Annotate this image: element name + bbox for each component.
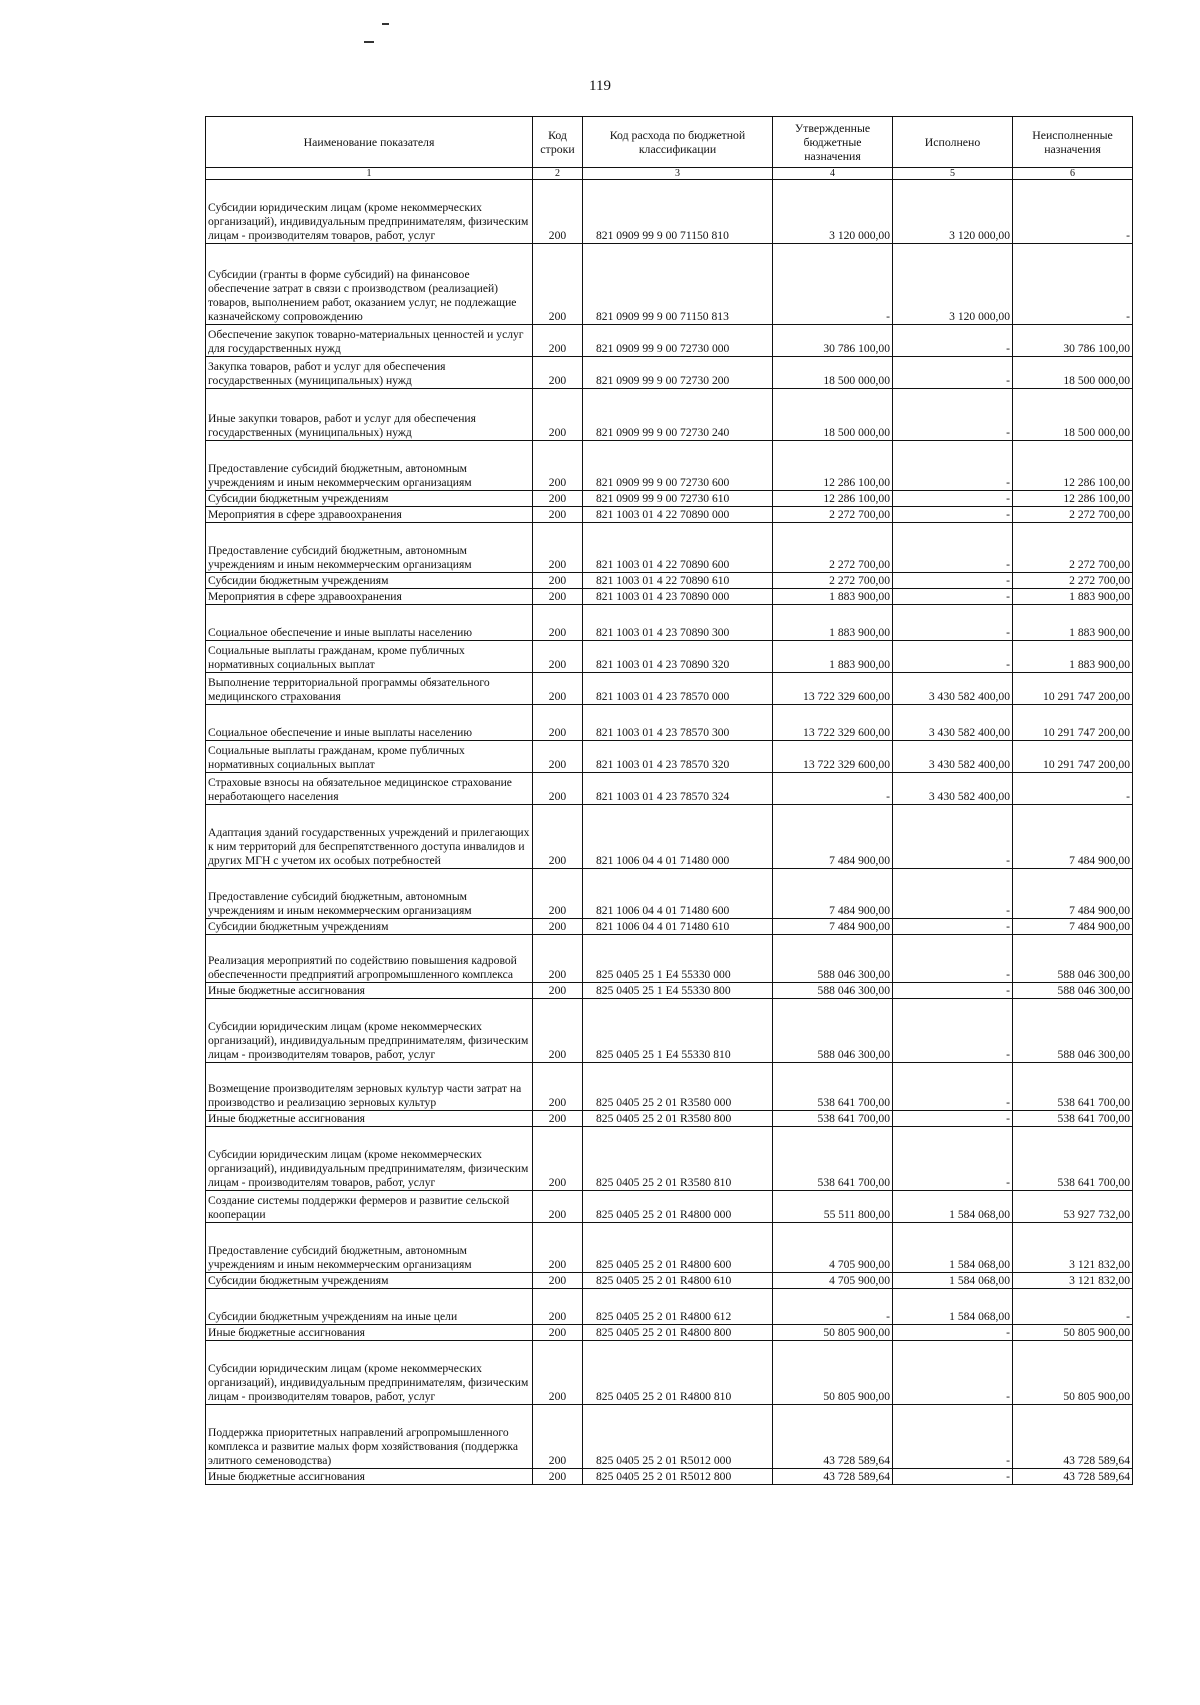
row-line-code: 200 — [533, 805, 583, 869]
table-row — [206, 935, 1133, 983]
row-executed: - — [893, 935, 1013, 983]
row-unexecuted: 538 641 700,00 — [1013, 1063, 1133, 1111]
row-unexecuted: 12 286 100,00 — [1013, 491, 1133, 507]
scan-marks — [360, 20, 400, 50]
row-unexecuted: 588 046 300,00 — [1013, 983, 1133, 999]
row-executed: 3 430 582 400,00 — [893, 773, 1013, 805]
row-line-code: 200 — [533, 1325, 583, 1341]
row-executed: 3 430 582 400,00 — [893, 741, 1013, 773]
row-name: Иные закупки товаров, работ и услуг для обеспечения государственных (муниципальных) нужд — [206, 389, 533, 441]
table-row — [206, 869, 1133, 919]
table-row — [206, 244, 1133, 325]
row-budget-code: 821 0909 99 9 00 71150 813 — [583, 244, 773, 325]
row-executed: 3 120 000,00 — [893, 180, 1013, 244]
row-unexecuted: 7 484 900,00 — [1013, 869, 1133, 919]
row-unexecuted: 3 121 832,00 — [1013, 1273, 1133, 1289]
row-name: Субсидии юридическим лицам (кроме некоммерческих организаций), индивидуальным предпринимателям, физическим лицам - производителям товаров, работ, услуг — [206, 999, 533, 1063]
row-budget-code: 821 1003 01 4 22 70890 600 — [583, 523, 773, 573]
row-budget-code: 821 1003 01 4 22 70890 610 — [583, 573, 773, 589]
row-name: Выполнение территориальной программы обязательного медицинского страхования — [206, 673, 533, 705]
row-unexecuted: 538 641 700,00 — [1013, 1127, 1133, 1191]
row-budget-code: 825 0405 25 2 01 R4800 612 — [583, 1289, 773, 1325]
row-unexecuted: 30 786 100,00 — [1013, 325, 1133, 357]
table-row — [206, 1405, 1133, 1469]
row-budget-code: 821 1003 01 4 23 78570 324 — [583, 773, 773, 805]
row-name: Социальное обеспечение и иные выплаты населению — [206, 705, 533, 741]
row-executed: 1 584 068,00 — [893, 1191, 1013, 1223]
row-executed: - — [893, 805, 1013, 869]
row-name: Обеспечение закупок товарно-материальных ценностей и услуг для государственных нужд — [206, 325, 533, 357]
row-budget-code: 821 0909 99 9 00 71150 810 — [583, 180, 773, 244]
row-executed: - — [893, 1469, 1013, 1485]
row-line-code: 200 — [533, 641, 583, 673]
table-row — [206, 589, 1133, 605]
row-executed: - — [893, 441, 1013, 491]
column-number: 3 — [583, 168, 773, 180]
row-line-code: 200 — [533, 325, 583, 357]
row-line-code: 200 — [533, 573, 583, 589]
row-name: Предоставление субсидий бюджетным, автономным учреждениям и иным некоммерческим организациям — [206, 869, 533, 919]
row-name: Субсидии юридическим лицам (кроме некоммерческих организаций), индивидуальным предпринимателям, физическим лицам - производителям товаров, работ, услуг — [206, 1127, 533, 1191]
row-line-code: 200 — [533, 589, 583, 605]
table-row — [206, 491, 1133, 507]
row-executed: - — [893, 999, 1013, 1063]
table-row — [206, 1469, 1133, 1485]
row-executed: 3 120 000,00 — [893, 244, 1013, 325]
header-unexecuted: Неисполненные назначения — [1013, 117, 1133, 168]
row-line-code: 200 — [533, 869, 583, 919]
row-executed: - — [893, 573, 1013, 589]
table-row — [206, 1111, 1133, 1127]
row-name: Социальное обеспечение и иные выплаты населению — [206, 605, 533, 641]
row-unexecuted: - — [1013, 1289, 1133, 1325]
row-budget-code: 821 1003 01 4 23 70890 300 — [583, 605, 773, 641]
row-unexecuted: 18 500 000,00 — [1013, 357, 1133, 389]
row-unexecuted: 50 805 900,00 — [1013, 1325, 1133, 1341]
row-executed: - — [893, 357, 1013, 389]
row-line-code: 200 — [533, 605, 583, 641]
row-approved: 13 722 329 600,00 — [773, 705, 893, 741]
row-line-code: 200 — [533, 441, 583, 491]
table-row — [206, 805, 1133, 869]
scan-mark — [364, 41, 374, 43]
row-line-code: 200 — [533, 491, 583, 507]
row-executed: - — [893, 507, 1013, 523]
row-line-code: 200 — [533, 357, 583, 389]
header-budget-code: Код расхода по бюджетной классификации — [583, 117, 773, 168]
row-approved: 43 728 589,64 — [773, 1469, 893, 1485]
row-budget-code: 821 0909 99 9 00 72730 600 — [583, 441, 773, 491]
row-name: Иные бюджетные ассигнования — [206, 1469, 533, 1485]
row-executed: - — [893, 1111, 1013, 1127]
row-line-code: 200 — [533, 1127, 583, 1191]
row-name: Субсидии бюджетным учреждениям — [206, 491, 533, 507]
row-approved: 12 286 100,00 — [773, 491, 893, 507]
table-row — [206, 441, 1133, 491]
row-approved: 1 883 900,00 — [773, 641, 893, 673]
column-number: 2 — [533, 168, 583, 180]
table-row — [206, 573, 1133, 589]
row-approved: - — [773, 1289, 893, 1325]
row-approved: 588 046 300,00 — [773, 999, 893, 1063]
row-executed: - — [893, 869, 1013, 919]
row-line-code: 200 — [533, 507, 583, 523]
table-row — [206, 180, 1133, 244]
row-name: Мероприятия в сфере здравоохранения — [206, 507, 533, 523]
table-row — [206, 605, 1133, 641]
row-name: Субсидии бюджетным учреждениям — [206, 1273, 533, 1289]
row-line-code: 200 — [533, 1063, 583, 1111]
row-budget-code: 821 1003 01 4 23 78570 000 — [583, 673, 773, 705]
table-row — [206, 325, 1133, 357]
row-name: Иные бюджетные ассигнования — [206, 1325, 533, 1341]
row-unexecuted: 10 291 747 200,00 — [1013, 741, 1133, 773]
row-approved: 3 120 000,00 — [773, 180, 893, 244]
row-line-code: 200 — [533, 983, 583, 999]
row-budget-code: 825 0405 25 2 01 R3580 000 — [583, 1063, 773, 1111]
row-name: Мероприятия в сфере здравоохранения — [206, 589, 533, 605]
row-executed: - — [893, 1341, 1013, 1405]
row-line-code: 200 — [533, 1111, 583, 1127]
row-budget-code: 821 1003 01 4 23 70890 000 — [583, 589, 773, 605]
row-executed: 3 430 582 400,00 — [893, 705, 1013, 741]
row-unexecuted: 43 728 589,64 — [1013, 1469, 1133, 1485]
row-executed: 3 430 582 400,00 — [893, 673, 1013, 705]
row-executed: - — [893, 1405, 1013, 1469]
row-budget-code: 821 1003 01 4 23 70890 320 — [583, 641, 773, 673]
row-approved: 2 272 700,00 — [773, 507, 893, 523]
row-name: Страховые взносы на обязательное медицинское страхование неработающего населения — [206, 773, 533, 805]
table-row — [206, 389, 1133, 441]
table-row — [206, 357, 1133, 389]
row-approved: - — [773, 244, 893, 325]
row-unexecuted: 7 484 900,00 — [1013, 919, 1133, 935]
row-executed: - — [893, 1325, 1013, 1341]
row-unexecuted: 538 641 700,00 — [1013, 1111, 1133, 1127]
row-budget-code: 825 0405 25 2 01 R5012 000 — [583, 1405, 773, 1469]
row-approved: - — [773, 773, 893, 805]
row-unexecuted: 18 500 000,00 — [1013, 389, 1133, 441]
budget-execution-table — [205, 116, 1133, 1485]
row-budget-code: 825 0405 25 2 01 R4800 000 — [583, 1191, 773, 1223]
row-unexecuted: - — [1013, 244, 1133, 325]
row-executed: - — [893, 491, 1013, 507]
row-name: Субсидии бюджетным учреждениям — [206, 919, 533, 935]
row-name: Адаптация зданий государственных учреждений и прилегающих к ним территорий для беспрепятственного доступа инвалидов и других МГН с учетом их особых потребностей — [206, 805, 533, 869]
table-row — [206, 523, 1133, 573]
row-unexecuted: 2 272 700,00 — [1013, 573, 1133, 589]
row-approved: 7 484 900,00 — [773, 869, 893, 919]
page-number: 119 — [589, 78, 611, 94]
table-row — [206, 741, 1133, 773]
table-row — [206, 641, 1133, 673]
row-approved: 12 286 100,00 — [773, 441, 893, 491]
row-unexecuted: 50 805 900,00 — [1013, 1341, 1133, 1405]
column-number-row — [206, 168, 1133, 180]
row-approved: 1 883 900,00 — [773, 605, 893, 641]
row-executed: 1 584 068,00 — [893, 1223, 1013, 1273]
row-executed: - — [893, 641, 1013, 673]
row-name: Реализация мероприятий по содействию повышения кадровой обеспеченности предприятий агропромышленного комплекса — [206, 935, 533, 983]
row-unexecuted: 12 286 100,00 — [1013, 441, 1133, 491]
header-approved: Утвержденные бюджетные назначения — [773, 117, 893, 168]
row-executed: - — [893, 389, 1013, 441]
header-executed: Исполнено — [893, 117, 1013, 168]
row-line-code: 200 — [533, 244, 583, 325]
row-budget-code: 825 0405 25 1 E4 55330 800 — [583, 983, 773, 999]
row-name: Субсидии юридическим лицам (кроме некоммерческих организаций), индивидуальным предпринимателям, физическим лицам - производителям товаров, работ, услуг — [206, 1341, 533, 1405]
row-approved: 43 728 589,64 — [773, 1405, 893, 1469]
table-row — [206, 1191, 1133, 1223]
row-approved: 538 641 700,00 — [773, 1127, 893, 1191]
row-name: Субсидии бюджетным учреждениям на иные цели — [206, 1289, 533, 1325]
row-budget-code: 821 1003 01 4 23 78570 300 — [583, 705, 773, 741]
row-executed: 1 584 068,00 — [893, 1289, 1013, 1325]
row-name: Закупка товаров, работ и услуг для обеспечения государственных (муниципальных) нужд — [206, 357, 533, 389]
row-unexecuted: 7 484 900,00 — [1013, 805, 1133, 869]
row-line-code: 200 — [533, 1223, 583, 1273]
row-executed: - — [893, 1063, 1013, 1111]
row-line-code: 200 — [533, 935, 583, 983]
table-row — [206, 1341, 1133, 1405]
table-row — [206, 1063, 1133, 1111]
row-unexecuted: 43 728 589,64 — [1013, 1405, 1133, 1469]
column-number: 6 — [1013, 168, 1133, 180]
row-line-code: 200 — [533, 1341, 583, 1405]
row-unexecuted: 2 272 700,00 — [1013, 507, 1133, 523]
row-line-code: 200 — [533, 180, 583, 244]
row-line-code: 200 — [533, 1289, 583, 1325]
table-row — [206, 1325, 1133, 1341]
row-name: Субсидии юридическим лицам (кроме некоммерческих организаций), индивидуальным предпринимателям, физическим лицам - производителям товаров, работ, услуг — [206, 180, 533, 244]
row-name: Возмещение производителям зерновых культур части затрат на производство и реализацию зерновых культур — [206, 1063, 533, 1111]
row-budget-code: 821 0909 99 9 00 72730 200 — [583, 357, 773, 389]
row-approved: 538 641 700,00 — [773, 1111, 893, 1127]
header-row — [206, 117, 1133, 168]
row-name: Предоставление субсидий бюджетным, автономным учреждениям и иным некоммерческим организациям — [206, 441, 533, 491]
row-line-code: 200 — [533, 1469, 583, 1485]
row-name: Предоставление субсидий бюджетным, автономным учреждениям и иным некоммерческим организациям — [206, 523, 533, 573]
table-row — [206, 673, 1133, 705]
row-budget-code: 821 0909 99 9 00 72730 610 — [583, 491, 773, 507]
row-executed: - — [893, 605, 1013, 641]
table-row — [206, 1289, 1133, 1325]
table-row — [206, 773, 1133, 805]
row-line-code: 200 — [533, 741, 583, 773]
row-approved: 30 786 100,00 — [773, 325, 893, 357]
row-executed: - — [893, 523, 1013, 573]
row-line-code: 200 — [533, 773, 583, 805]
row-unexecuted: 1 883 900,00 — [1013, 641, 1133, 673]
row-line-code: 200 — [533, 919, 583, 935]
row-line-code: 200 — [533, 1191, 583, 1223]
row-budget-code: 821 0909 99 9 00 72730 240 — [583, 389, 773, 441]
row-approved: 538 641 700,00 — [773, 1063, 893, 1111]
row-approved: 2 272 700,00 — [773, 523, 893, 573]
row-approved: 50 805 900,00 — [773, 1341, 893, 1405]
row-budget-code: 825 0405 25 2 01 R3580 810 — [583, 1127, 773, 1191]
row-name: Субсидии бюджетным учреждениям — [206, 573, 533, 589]
row-unexecuted: 1 883 900,00 — [1013, 605, 1133, 641]
row-line-code: 200 — [533, 523, 583, 573]
row-budget-code: 825 0405 25 2 01 R4800 810 — [583, 1341, 773, 1405]
row-approved: 4 705 900,00 — [773, 1273, 893, 1289]
column-number: 4 — [773, 168, 893, 180]
table-row — [206, 983, 1133, 999]
row-line-code: 200 — [533, 1273, 583, 1289]
row-unexecuted: 10 291 747 200,00 — [1013, 673, 1133, 705]
row-budget-code: 821 0909 99 9 00 72730 000 — [583, 325, 773, 357]
row-unexecuted: - — [1013, 773, 1133, 805]
row-approved: 588 046 300,00 — [773, 935, 893, 983]
row-budget-code: 821 1003 01 4 23 78570 320 — [583, 741, 773, 773]
row-budget-code: 825 0405 25 2 01 R4800 800 — [583, 1325, 773, 1341]
row-budget-code: 825 0405 25 1 E4 55330 810 — [583, 999, 773, 1063]
row-line-code: 200 — [533, 673, 583, 705]
row-approved: 1 883 900,00 — [773, 589, 893, 605]
row-name: Иные бюджетные ассигнования — [206, 983, 533, 999]
row-name: Социальные выплаты гражданам, кроме публичных нормативных социальных выплат — [206, 741, 533, 773]
row-line-code: 200 — [533, 705, 583, 741]
row-unexecuted: 588 046 300,00 — [1013, 935, 1133, 983]
table-row — [206, 1127, 1133, 1191]
row-executed: 1 584 068,00 — [893, 1273, 1013, 1289]
table-row — [206, 705, 1133, 741]
table-row — [206, 1273, 1133, 1289]
row-name: Иные бюджетные ассигнования — [206, 1111, 533, 1127]
row-budget-code: 825 0405 25 2 01 R4800 600 — [583, 1223, 773, 1273]
row-line-code: 200 — [533, 1405, 583, 1469]
row-budget-code: 825 0405 25 2 01 R3580 800 — [583, 1111, 773, 1127]
row-budget-code: 821 1003 01 4 22 70890 000 — [583, 507, 773, 523]
table-row — [206, 1223, 1133, 1273]
table-row — [206, 919, 1133, 935]
scan-mark — [382, 23, 389, 25]
row-approved: 50 805 900,00 — [773, 1325, 893, 1341]
row-approved: 55 511 800,00 — [773, 1191, 893, 1223]
row-approved: 13 722 329 600,00 — [773, 673, 893, 705]
row-name: Предоставление субсидий бюджетным, автономным учреждениям и иным некоммерческим организациям — [206, 1223, 533, 1273]
header-indicator-name: Наименование показателя — [206, 117, 533, 168]
row-approved: 4 705 900,00 — [773, 1223, 893, 1273]
header-line-code: Код строки — [533, 117, 583, 168]
row-unexecuted: 588 046 300,00 — [1013, 999, 1133, 1063]
row-budget-code: 821 1006 04 4 01 71480 600 — [583, 869, 773, 919]
table-row — [206, 507, 1133, 523]
row-unexecuted: 2 272 700,00 — [1013, 523, 1133, 573]
row-budget-code: 825 0405 25 2 01 R4800 610 — [583, 1273, 773, 1289]
column-number: 5 — [893, 168, 1013, 180]
row-executed: - — [893, 919, 1013, 935]
row-budget-code: 821 1006 04 4 01 71480 610 — [583, 919, 773, 935]
row-approved: 7 484 900,00 — [773, 919, 893, 935]
row-budget-code: 825 0405 25 2 01 R5012 800 — [583, 1469, 773, 1485]
row-executed: - — [893, 325, 1013, 357]
table-row — [206, 999, 1133, 1063]
column-number: 1 — [206, 168, 533, 180]
row-unexecuted: - — [1013, 180, 1133, 244]
row-approved: 18 500 000,00 — [773, 357, 893, 389]
row-budget-code: 821 1006 04 4 01 71480 000 — [583, 805, 773, 869]
row-executed: - — [893, 589, 1013, 605]
row-name: Социальные выплаты гражданам, кроме публичных нормативных социальных выплат — [206, 641, 533, 673]
row-budget-code: 825 0405 25 1 E4 55330 000 — [583, 935, 773, 983]
row-executed: - — [893, 1127, 1013, 1191]
row-name: Поддержка приоритетных направлений агропромышленного комплекса и развитие малых форм хозяйствования (поддержка элитного семеноводства) — [206, 1405, 533, 1469]
row-unexecuted: 10 291 747 200,00 — [1013, 705, 1133, 741]
row-line-code: 200 — [533, 389, 583, 441]
row-approved: 588 046 300,00 — [773, 983, 893, 999]
row-approved: 13 722 329 600,00 — [773, 741, 893, 773]
row-line-code: 200 — [533, 999, 583, 1063]
row-name: Субсидии (гранты в форме субсидий) на финансовое обеспечение затрат в связи с производством (реализацией) товаров, выполнением работ, оказанием услуг, не подлежащие казначейскому сопровождению — [206, 244, 533, 325]
row-unexecuted: 53 927 732,00 — [1013, 1191, 1133, 1223]
row-approved: 7 484 900,00 — [773, 805, 893, 869]
row-approved: 2 272 700,00 — [773, 573, 893, 589]
row-name: Создание системы поддержки фермеров и развитие сельской кооперации — [206, 1191, 533, 1223]
row-executed: - — [893, 983, 1013, 999]
row-unexecuted: 1 883 900,00 — [1013, 589, 1133, 605]
row-unexecuted: 3 121 832,00 — [1013, 1223, 1133, 1273]
row-approved: 18 500 000,00 — [773, 389, 893, 441]
